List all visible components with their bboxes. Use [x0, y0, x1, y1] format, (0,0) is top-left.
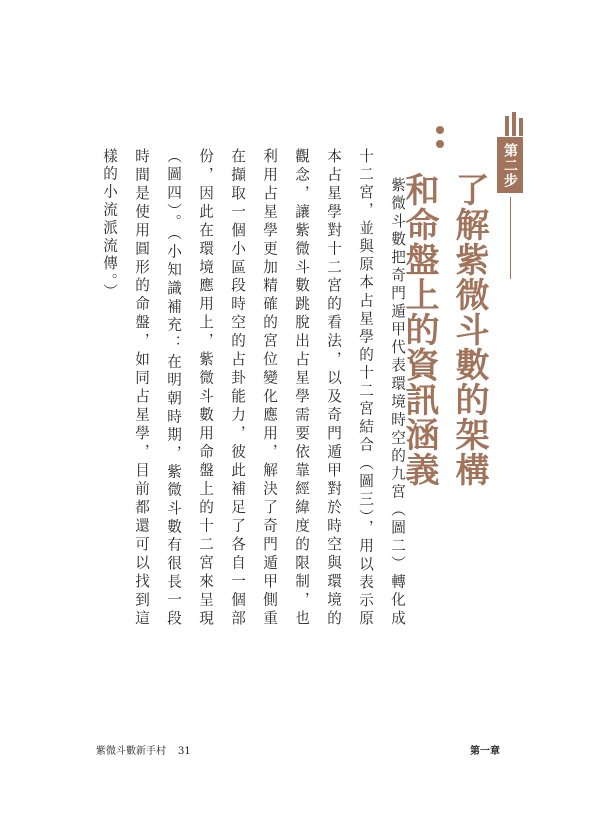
- body-text: [93, 148, 413, 628]
- body-paragraph: 紫微斗數把奇門遁甲代表環境時空的九宮（圖二）轉化成十二宮，並與原本占星學的十二宮結合（圖三），用以表示原本占星學對十二宮的看法，以及奇門遁甲對於時空與環境的觀念，讓紫微斗數跳脫出占星學需要依靠經緯度的限制，也利用占星學更加精確的宮位變化應用，解決了奇門遁甲側重在擷取一個小區段時空的占卦能力，彼此補足了各自一個部份，因此在環境應用上，紫微斗數用命盤上的十二宮來呈現（圖四）。（小知識補充：在明朝時期，紫微斗數有很長一段時間是使用圓形的命盤，如同占星學，目前都還可以找到這樣的小流派流傳。）: [101, 148, 406, 628]
- step-badge: 第二步: [497, 137, 523, 193]
- book-title: 紫微斗數新手村: [96, 746, 166, 757]
- chapter-label: 第一章: [470, 746, 500, 757]
- section-title-line-2: 和命盤上的資訊涵義: [399, 172, 439, 487]
- step-divider: [510, 197, 511, 279]
- page-number: 31: [178, 746, 191, 757]
- section-title-line-1: 了解紫微斗數的架構: [449, 172, 489, 487]
- footer-left: [96, 742, 191, 757]
